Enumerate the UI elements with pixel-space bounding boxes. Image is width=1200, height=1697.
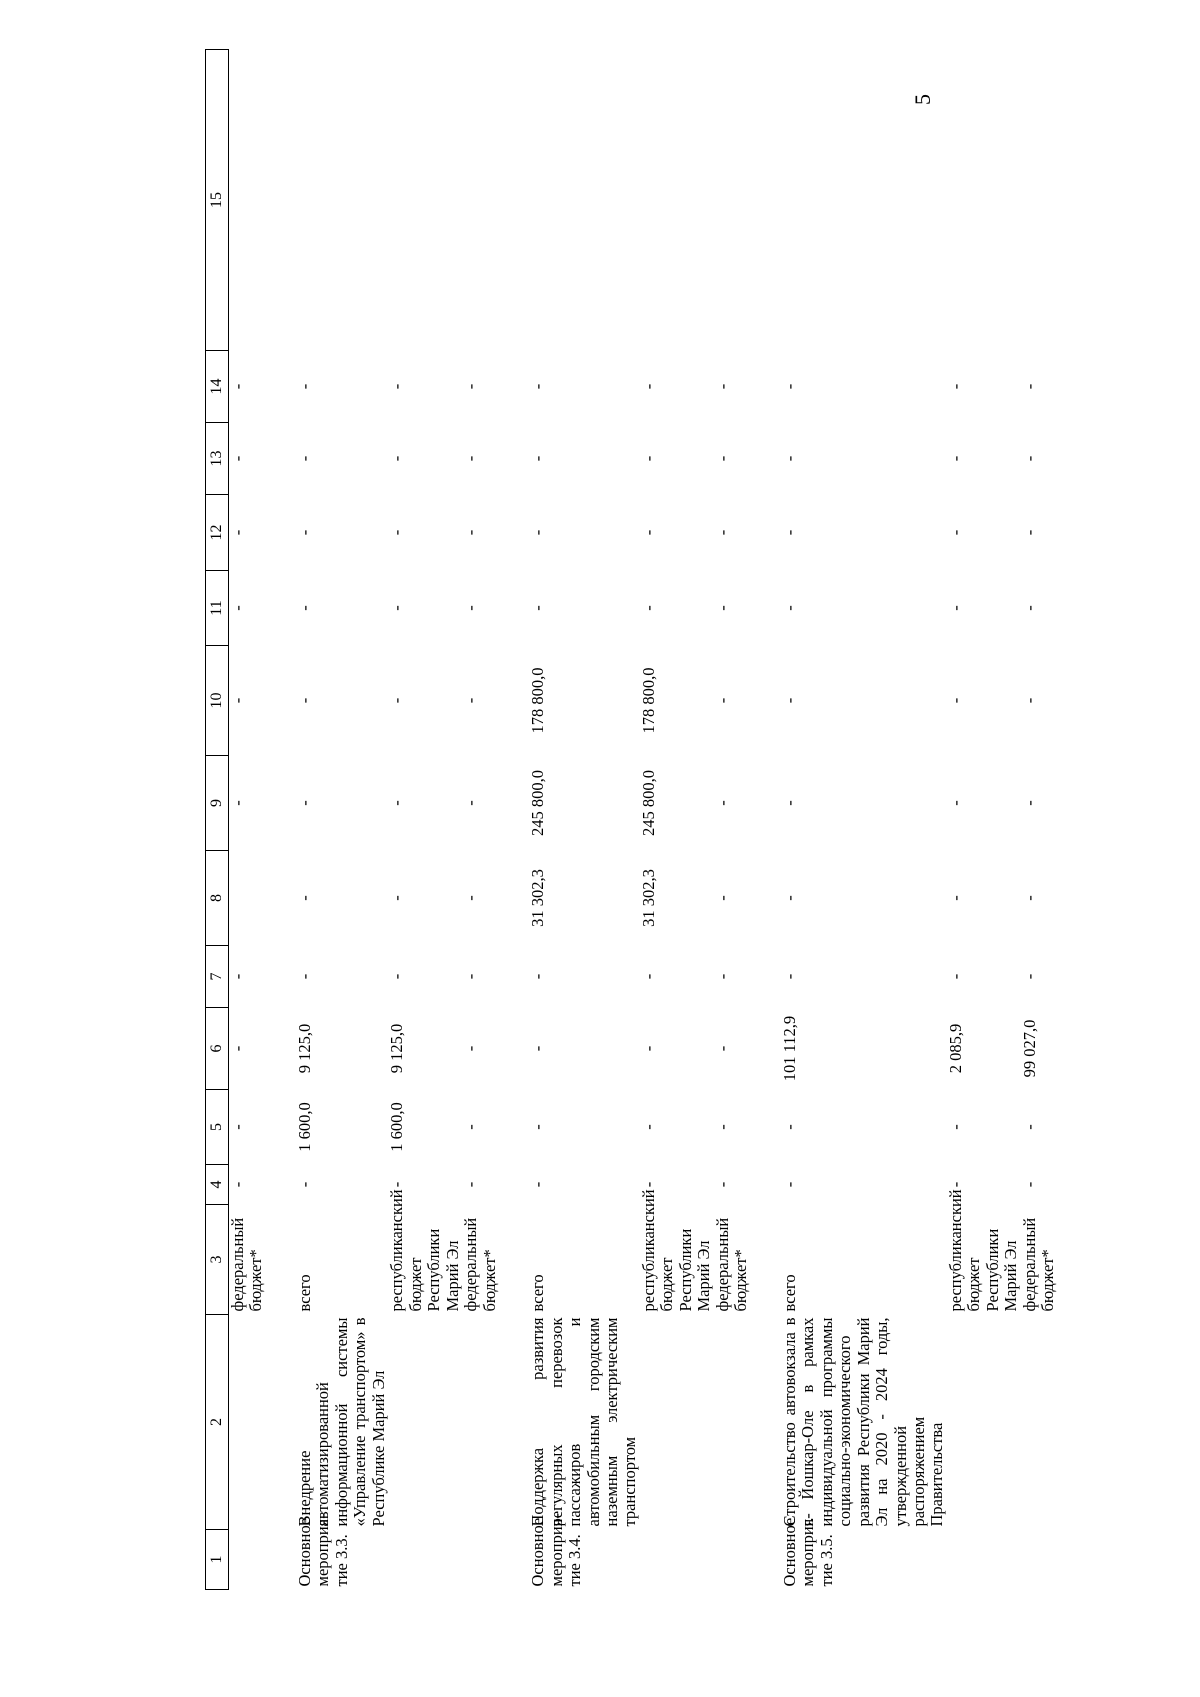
funding-source: всего <box>528 1274 548 1312</box>
col-header: 7 <box>206 946 229 1008</box>
value-cell: - <box>1019 383 1039 390</box>
value-cell: - <box>712 455 732 462</box>
value-cell: - <box>461 529 481 536</box>
value-cell: - <box>945 455 965 462</box>
value-cell: - <box>712 1124 732 1130</box>
value-cell: - <box>387 605 407 611</box>
value-cell: - <box>228 973 247 980</box>
value-cell: - <box>712 383 732 390</box>
table-row <box>1021 50 1058 1590</box>
col-header: 12 <box>206 495 229 571</box>
activity-name: Внедрение автоматизированной информационной системы «Управление транспортом» в Республике Марий Эл <box>294 1317 388 1527</box>
table-header-row <box>206 50 229 1590</box>
value-cell: 1 600,0 <box>387 1102 407 1152</box>
col-header: 3 <box>206 1205 229 1315</box>
value-cell: - <box>387 895 407 901</box>
col-header: 11 <box>206 571 229 646</box>
funding-source: республиканский бюджет Республики Марий Эл <box>638 1189 714 1312</box>
table-body <box>229 50 1058 1590</box>
value-cell: - <box>461 1124 481 1130</box>
value-cell: - <box>779 973 799 980</box>
table-row <box>296 50 388 1590</box>
rotated-table-container <box>205 50 1058 1590</box>
value-cell: - <box>779 529 799 536</box>
funding-source: республиканский бюджет Республики Марий Эл <box>387 1189 462 1312</box>
value-cell: - <box>712 800 732 806</box>
value-cell: - <box>387 800 407 806</box>
table-row <box>388 50 462 1590</box>
value-cell: - <box>1019 605 1039 611</box>
value-cell: - <box>228 697 247 704</box>
activity-label <box>462 1530 499 1590</box>
value-cell: - <box>387 383 407 390</box>
page-number: 5 <box>910 94 935 105</box>
value-cell: - <box>528 605 548 611</box>
value-cell: - <box>461 697 481 704</box>
value-cell: - <box>945 697 965 704</box>
funding-source: федеральный бюджет* <box>461 1217 499 1312</box>
value-cell: - <box>528 455 548 462</box>
row-spacer <box>751 50 781 1590</box>
value-cell: - <box>712 529 732 536</box>
value-cell: 9 125,0 <box>387 1023 407 1074</box>
value-cell: - <box>387 697 407 704</box>
value-cell: - <box>712 1181 732 1188</box>
table-row <box>640 50 714 1590</box>
value-cell: - <box>945 383 965 390</box>
value-cell: - <box>945 1181 965 1188</box>
col-header: 13 <box>206 423 229 495</box>
value-cell: - <box>712 697 732 704</box>
value-cell: - <box>1019 455 1039 462</box>
activity-name <box>388 1315 462 1530</box>
value-cell: - <box>638 605 658 611</box>
value-cell: - <box>1019 800 1039 806</box>
value-cell: - <box>945 1124 965 1130</box>
table-row <box>462 50 499 1590</box>
value-cell: - <box>461 800 481 806</box>
col-header: 10 <box>206 646 229 756</box>
col-header: 5 <box>206 1090 229 1165</box>
value-cell: - <box>461 973 481 980</box>
value-cell: 178 800,0 <box>638 667 658 734</box>
activity-name: Строительство автовокзала в г. Йошкар-Оле в рамках индивидуальной программы социально-экономического развития Республики Марий Эл на 2020 - 2024 годы, утвержденной распоряжением Правительства <box>779 1317 947 1527</box>
value-cell: - <box>1019 895 1039 901</box>
value-cell: - <box>528 529 548 536</box>
value-cell: - <box>294 800 314 806</box>
col-header: 14 <box>206 351 229 423</box>
value-cell: - <box>461 1181 481 1188</box>
value-cell: - <box>294 455 314 462</box>
value-cell: - <box>945 605 965 611</box>
value-cell: 9 125,0 <box>294 1023 314 1074</box>
value-cell: - <box>387 455 407 462</box>
activity-name <box>229 1315 266 1530</box>
value-cell: - <box>528 973 548 980</box>
activity-name: Поддержка развития регулярных перевозок пассажиров и автомобильным городским наземным электрическим транспортом <box>528 1317 640 1527</box>
value-cell: - <box>228 455 247 462</box>
value-cell: - <box>228 605 247 611</box>
value-cell: - <box>712 895 732 901</box>
activity-label <box>229 1530 266 1590</box>
value-cell: - <box>638 1045 658 1052</box>
value-cell: - <box>528 1181 548 1188</box>
col-header: 15 <box>206 50 229 351</box>
value-cell: - <box>294 383 314 390</box>
col-header: 1 <box>206 1530 229 1590</box>
value-cell: - <box>1019 973 1039 980</box>
funding-source: республиканский бюджет Республики Марий Эл <box>945 1189 1021 1312</box>
value-cell: 31 302,3 <box>528 869 548 927</box>
activity-label <box>714 1530 751 1590</box>
funding-source: федеральный бюджет* <box>1019 1217 1058 1312</box>
col-header: 9 <box>206 756 229 851</box>
value-cell: - <box>528 1124 548 1130</box>
value-cell: - <box>638 455 658 462</box>
value-cell: - <box>528 1045 548 1052</box>
value-cell: - <box>945 973 965 980</box>
col-header: 6 <box>206 1008 229 1090</box>
activity-label: Основное мероприя-тие 3.5. <box>779 1513 836 1587</box>
activity-name <box>714 1315 751 1530</box>
value-cell: - <box>779 605 799 611</box>
activity-label: Основное мероприя-тие 3.4. <box>528 1513 585 1587</box>
value-cell: 101 112,9 <box>779 1015 799 1082</box>
value-cell: - <box>387 1181 407 1188</box>
value-cell: - <box>228 1181 247 1188</box>
value-cell: 99 027,0 <box>1019 1019 1039 1078</box>
activity-name <box>640 1315 714 1530</box>
value-cell: 178 800,0 <box>528 667 548 734</box>
activity-name <box>462 1315 499 1530</box>
value-cell: - <box>1019 1124 1039 1130</box>
activity-label: Основное мероприя-тие 3.3. <box>294 1513 351 1587</box>
value-cell: - <box>779 1181 799 1188</box>
value-cell: - <box>294 1181 314 1188</box>
activity-label <box>640 1530 714 1590</box>
table-row <box>714 50 751 1590</box>
value-cell: 245 800,0 <box>528 770 548 836</box>
value-cell: 1 600,0 <box>294 1102 314 1152</box>
value-cell: - <box>387 973 407 980</box>
value-cell: - <box>638 973 658 980</box>
value-cell: - <box>779 697 799 704</box>
value-cell: - <box>294 697 314 704</box>
value-cell: - <box>228 800 247 806</box>
value-cell <box>229 851 266 946</box>
value-cell: - <box>228 1045 247 1052</box>
value-cell: - <box>638 1181 658 1188</box>
value-cell: - <box>461 1045 481 1052</box>
value-cell: 245 800,0 <box>638 770 658 836</box>
value-cell: - <box>779 895 799 901</box>
value-cell: - <box>1019 697 1039 704</box>
value-cell: - <box>779 455 799 462</box>
table-row <box>229 50 266 1590</box>
value-cell: - <box>461 383 481 390</box>
value-cell: 31 302,3 <box>638 869 658 927</box>
activity-name <box>1021 1315 1058 1530</box>
value-cell: 2 085,9 <box>945 1023 965 1074</box>
value-cell: - <box>1019 529 1039 536</box>
value-cell: - <box>779 1124 799 1130</box>
value-cell: - <box>638 383 658 390</box>
value-cell: - <box>712 973 732 980</box>
table-row <box>529 50 640 1590</box>
funding-source: федеральный бюджет* <box>228 1217 266 1312</box>
value-cell: - <box>228 383 247 390</box>
activity-label <box>947 1530 1021 1590</box>
value-cell: - <box>1019 1181 1039 1188</box>
col-header: 8 <box>206 851 229 946</box>
row-spacer <box>499 50 529 1590</box>
activity-label <box>388 1530 462 1590</box>
funding-source: всего <box>779 1274 799 1312</box>
activity-label <box>1021 1530 1058 1590</box>
value-cell: - <box>945 895 965 901</box>
value-cell: - <box>387 529 407 536</box>
value-cell: - <box>294 529 314 536</box>
funding-source: всего <box>294 1274 314 1312</box>
value-cell: - <box>638 1124 658 1130</box>
activity-name <box>947 1315 1021 1530</box>
value-cell: - <box>779 383 799 390</box>
value-cell: - <box>712 605 732 611</box>
value-cell: - <box>228 529 247 536</box>
budget-table <box>205 49 1058 1590</box>
value-cell: - <box>228 1124 247 1130</box>
value-cell: - <box>461 605 481 611</box>
value-cell: - <box>294 895 314 901</box>
funding-source: федеральный бюджет* <box>712 1217 751 1312</box>
value-cell: - <box>528 383 548 390</box>
value-cell: - <box>712 1045 732 1052</box>
col-header: 2 <box>206 1315 229 1530</box>
row-spacer <box>266 50 296 1590</box>
value-cell: - <box>294 605 314 611</box>
value-cell: - <box>638 529 658 536</box>
table-row <box>781 50 947 1590</box>
value-cell: - <box>945 529 965 536</box>
value-cell: - <box>779 800 799 806</box>
value-cell: - <box>461 455 481 462</box>
col-header: 4 <box>206 1165 229 1205</box>
table-row <box>947 50 1021 1590</box>
value-cell: - <box>294 973 314 980</box>
value-cell: - <box>945 800 965 806</box>
value-cell: - <box>461 895 481 901</box>
